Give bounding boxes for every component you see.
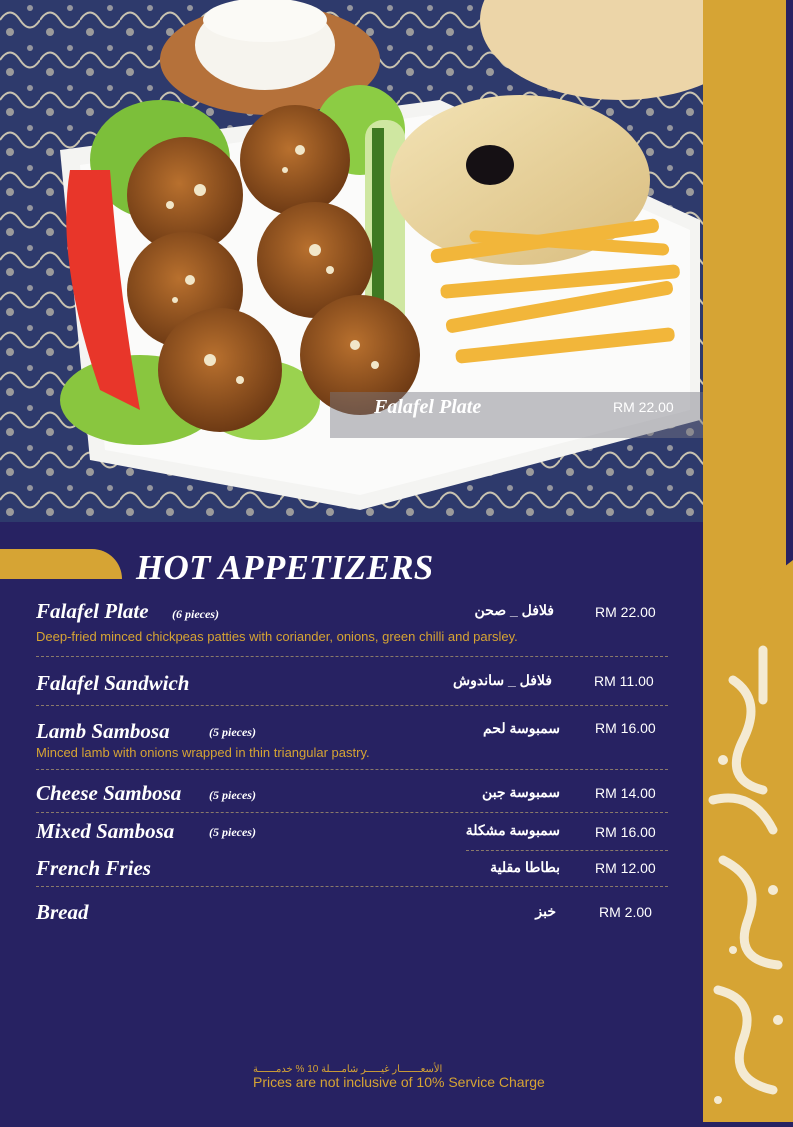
menu-item-arabic-name: خبز	[535, 903, 556, 919]
menu-item-name: Mixed Sambosa	[36, 819, 175, 843]
menu-item-price: RM 16.00	[595, 720, 656, 736]
hero-photo	[0, 0, 703, 522]
section-title: HOT APPETIZERS	[136, 548, 434, 587]
menu-item-description: Deep-fried minced chickpeas patties with coriander, onions, green chilli and parsley.	[36, 629, 518, 644]
menu-item-name: Lamb Sambosa	[36, 719, 170, 743]
item-divider	[466, 850, 668, 851]
menu-item-pieces: (5 pieces)	[209, 825, 256, 839]
menu-item-arabic-name: فلافل _ صحن	[474, 602, 554, 618]
menu-item-pieces: (5 pieces)	[209, 725, 256, 739]
service-charge-note: Prices are not inclusive of 10% Service Charge	[253, 1074, 545, 1090]
menu-item-name: Bread	[36, 900, 89, 924]
title-accent-tab	[0, 549, 122, 579]
item-divider	[36, 812, 668, 813]
menu-item-price: RM 22.00	[595, 604, 656, 620]
menu-item-arabic-name: فلافل _ ساندوش	[453, 672, 552, 688]
menu-item-price: RM 11.00	[594, 673, 654, 689]
menu-item-name: French Fries	[36, 856, 151, 880]
menu-item-name: Falafel Sandwich	[36, 671, 190, 695]
menu-item-arabic-name: سمبوسة مشكلة	[465, 822, 560, 838]
item-divider	[36, 656, 668, 657]
service-charge-note-arabic: الأسعـــــــار غيـــــر شامــــلة 10 % خدمــــــة	[253, 1064, 443, 1075]
menu-item-price: RM 12.00	[595, 860, 656, 876]
menu-item-arabic-name: سمبوسة لحم	[482, 720, 560, 736]
falafel-plate-illustration	[0, 0, 703, 522]
menu-item-pieces: (5 pieces)	[209, 788, 256, 802]
menu-item-price: RM 16.00	[595, 824, 656, 840]
menu-item-price: RM 14.00	[595, 785, 656, 801]
calligraphy-decoration	[703, 0, 793, 1122]
menu-item-price: RM 2.00	[599, 904, 652, 920]
menu-item-arabic-name: سمبوسة جبن	[482, 784, 560, 800]
item-divider	[36, 705, 668, 706]
menu-item-pieces: (6 pieces)	[172, 607, 219, 621]
menu-item-description: Minced lamb with onions wrapped in thin triangular pastry.	[36, 745, 370, 760]
menu-item-arabic-name: بطاطا مقلية	[490, 859, 560, 875]
menu-item-name: Falafel Plate	[36, 599, 149, 623]
menu-item-name: Cheese Sambosa	[36, 781, 182, 805]
calligraphy-decoration-strip	[703, 0, 793, 1122]
photo-caption-price: RM 22.00	[613, 399, 674, 415]
item-divider	[36, 886, 668, 887]
photo-caption-name: Falafel Plate	[374, 396, 482, 418]
item-divider	[36, 769, 668, 770]
